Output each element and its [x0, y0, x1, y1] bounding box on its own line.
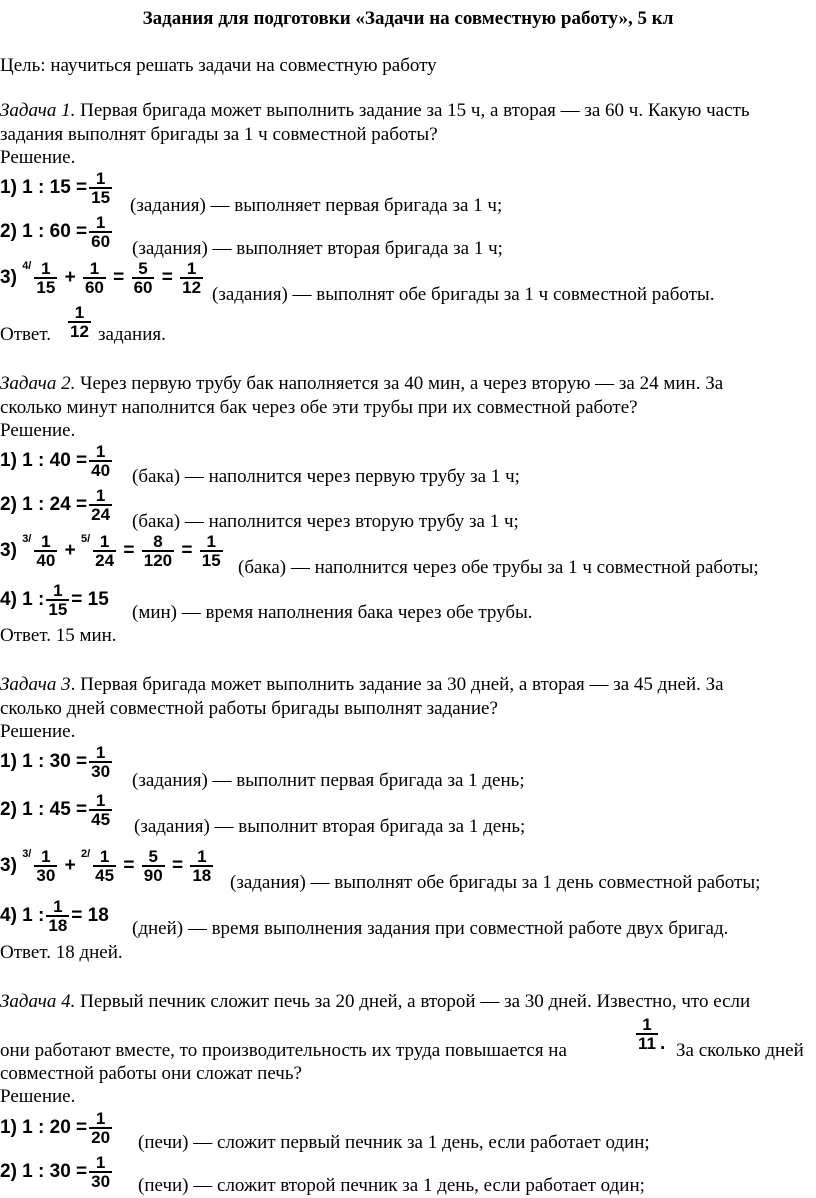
fraction-denominator: 40: [91, 461, 111, 480]
fraction: [89, 214, 112, 250]
answer-label: Ответ.: [0, 324, 51, 345]
fraction: [200, 533, 223, 569]
fraction-denominator: 45: [95, 866, 115, 885]
fraction: [46, 582, 69, 618]
task4-statement-line2a: они работают вместе, то производительность их труда повышается на: [0, 1040, 567, 1061]
fraction-numerator: 1: [190, 848, 213, 867]
task1-step1-desc: (задания) — выполняет первая бригада за 1 ч;: [130, 195, 503, 216]
task4-step1-desc: (печи) — сложит первый печник за 1 день, если работает один;: [138, 1132, 650, 1153]
task1-statement-line2: задания выполнят бригады за 1 ч совместной работы?: [0, 124, 438, 145]
task3-step2-desc: (задания) — выполнит вторая бригада за 1 день;: [134, 816, 526, 837]
task1-step2-desc: (задания) — выполняет вторая бригада за 1 ч;: [132, 238, 503, 259]
task3-statement-line2: сколько дней совместной работы бригады выполнят задание?: [0, 698, 498, 719]
fraction-denominator: 30: [91, 762, 111, 781]
task3-step3: [0, 848, 215, 884]
fraction: [34, 848, 57, 884]
equals-sign: =: [123, 855, 135, 876]
task4-text1: Первый печник сложит печь за 20 дней, а второй — за 30 дней. Известно, что если: [75, 991, 751, 1012]
task2-step1-desc: (бака) — наполнится через первую трубу за 1 ч;: [132, 466, 520, 487]
fraction-numerator: 1: [93, 533, 116, 552]
fraction: [132, 260, 155, 296]
fraction-numerator: 1: [34, 260, 57, 279]
task1-step1: [0, 170, 114, 206]
fraction-numerator: 1: [46, 898, 69, 917]
fraction-denominator: 24: [95, 551, 115, 570]
step-result: = 18: [71, 905, 109, 926]
task4-statement-line3: совместной работы они сложат печь?: [0, 1063, 302, 1084]
step-expression: 4) 1 :: [0, 905, 45, 926]
fraction-denominator: 30: [36, 866, 56, 885]
task4-label: Задача 4.: [0, 991, 76, 1012]
task1-step3-desc: (задания) — выполнят обе бригады за 1 ч совместной работы.: [212, 284, 715, 305]
task2-step3-desc: (бака) — наполнится через обе трубы за 1 ч совместной работы;: [238, 557, 759, 578]
fraction-denominator: 30: [91, 1172, 111, 1191]
fraction: [34, 533, 57, 569]
step-expression: 1) 1 : 20 =: [0, 1117, 88, 1138]
task3-solution-label: Решение.: [0, 721, 76, 742]
fraction-numerator: 1: [68, 304, 91, 323]
fraction: [93, 848, 116, 884]
task1-answer-fraction: [66, 304, 93, 343]
task3-statement-line1: [0, 674, 724, 696]
task3-answer: Ответ. 18 дней.: [0, 942, 123, 963]
task3-step1: [0, 744, 114, 780]
fraction-numerator: 1: [93, 848, 116, 867]
goal-text: Цель: научиться решать задачи на совместную работу: [0, 55, 437, 76]
extra-factor: 3/: [22, 848, 32, 860]
fraction-numerator: 5: [132, 260, 155, 279]
fraction-denominator: 11: [638, 1034, 656, 1053]
task3-step1-desc: (задания) — выполнит первая бригада за 1 день;: [132, 770, 525, 791]
fraction-numerator: 1: [34, 533, 57, 552]
fraction-denominator: 40: [36, 551, 56, 570]
task1-solution-label: Решение.: [0, 147, 76, 168]
task1-statement-line1: [0, 100, 750, 122]
fraction: [93, 533, 116, 569]
task1-step3: [0, 260, 205, 296]
task2-step1: [0, 443, 114, 479]
fraction-numerator: 1: [89, 744, 112, 763]
task4-step2-desc: (печи) — сложит второй печник за 1 день, если работает один;: [138, 1175, 645, 1196]
fraction: [142, 848, 165, 884]
fraction: [83, 260, 106, 296]
fraction-numerator: 1: [180, 260, 203, 279]
equals-sign: =: [113, 267, 125, 288]
fraction: [89, 487, 112, 523]
step-expression: 2) 1 : 60 =: [0, 221, 88, 242]
task3-text1: . Первая бригада может выполнить задание за 30 дней, а вторая — за 45 дней. За: [70, 674, 724, 695]
plus-sign: +: [64, 540, 76, 561]
fraction-numerator: 1: [89, 443, 112, 462]
fraction: [89, 1154, 112, 1190]
fraction: [89, 744, 112, 780]
fraction-denominator: 12: [70, 322, 89, 341]
task1-label: Задача 1.: [0, 100, 76, 121]
step-number: 3): [0, 540, 17, 561]
task2-step2-desc: (бака) — наполнится через вторую трубу за 1 ч;: [132, 511, 519, 532]
extra-factor: 4/: [22, 260, 32, 272]
task3-label: Задача 3: [0, 674, 71, 695]
fraction-numerator: 1: [34, 848, 57, 867]
task2-statement-line2: сколько минут наполнится бак через обе эти трубы при их совместной работе?: [0, 397, 638, 418]
step-expression: 1) 1 : 40 =: [0, 450, 88, 471]
fraction: [89, 443, 112, 479]
fraction-denominator: 90: [143, 866, 163, 885]
task1-text1: Первая бригада может выполнить задание за 15 ч, а вторая — за 60 ч. Какую часть: [75, 100, 750, 121]
fraction-numerator: 1: [636, 1016, 658, 1035]
fraction-denominator: 60: [91, 232, 111, 251]
step-number: 3): [0, 267, 17, 288]
task3-step3-desc: (задания) — выполнят обе бригады за 1 день совместной работы;: [230, 872, 761, 893]
fraction-numerator: 1: [89, 1154, 112, 1173]
step-expression: 1) 1 : 15 =: [0, 177, 88, 198]
step-expression: 2) 1 : 45 =: [0, 799, 88, 820]
fraction-numerator: 1: [89, 792, 112, 811]
fraction-numerator: 1: [46, 582, 69, 601]
task2-statement-line1: [0, 373, 723, 395]
fraction: [46, 898, 69, 934]
fraction-denominator: 60: [133, 278, 153, 297]
fraction-numerator: 1: [89, 170, 112, 189]
fraction-denominator: 18: [48, 916, 68, 935]
page-title: Задания для подготовки «Задачи на совместную работу», 5 кл: [142, 8, 674, 29]
task1-step2: [0, 214, 114, 250]
fraction-numerator: 5: [142, 848, 165, 867]
step-result: = 15: [71, 589, 109, 610]
fraction-denominator: 15: [91, 188, 111, 207]
fraction: [180, 260, 203, 296]
step-expression: 2) 1 : 24 =: [0, 494, 88, 515]
fraction: [89, 1110, 112, 1146]
task4-inline-fraction: [634, 1016, 665, 1055]
fraction-numerator: 1: [83, 260, 106, 279]
task4-step2: [0, 1154, 114, 1190]
fraction-denominator: 60: [84, 278, 104, 297]
task1-answer-post: задания.: [98, 324, 166, 345]
equals-sign: =: [171, 855, 184, 876]
task3-step4: [0, 898, 109, 934]
task2-label: Задача 2.: [0, 373, 76, 394]
plus-sign: +: [64, 855, 76, 876]
step-expression: 4) 1 :: [0, 589, 45, 610]
fraction-denominator: 24: [91, 505, 111, 524]
task2-solution-label: Решение.: [0, 420, 76, 441]
step-expression: 2) 1 : 30 =: [0, 1161, 88, 1182]
step-number: 3): [0, 855, 17, 876]
fraction: [34, 260, 57, 296]
fraction-numerator: 1: [89, 1110, 112, 1129]
task2-step3: [0, 533, 225, 569]
fraction-numerator: 1: [89, 214, 112, 233]
task2-step2: [0, 487, 114, 523]
equals-sign: =: [181, 540, 193, 561]
extra-factor: 5/: [80, 533, 91, 545]
fraction-numerator: 8: [142, 533, 174, 552]
fraction-denominator: 12: [182, 278, 202, 297]
task3-step2: [0, 792, 114, 828]
fraction-denominator: 15: [48, 600, 68, 619]
equals-sign: =: [161, 267, 173, 288]
extra-factor: 2/: [80, 848, 91, 860]
fraction-denominator: 15: [201, 551, 221, 570]
fraction-denominator: 120: [143, 551, 173, 570]
task2-text1: Через первую трубу бак наполняется за 40 мин, а через вторую — за 24 мин. За: [75, 373, 724, 394]
fraction-numerator: 1: [200, 533, 223, 552]
task4-step1: [0, 1110, 114, 1146]
step-expression: 1) 1 : 30 =: [0, 751, 88, 772]
fraction: [142, 533, 174, 569]
task3-step4-desc: (дней) — время выполнения задания при совместной работе двух бригад.: [132, 918, 729, 939]
task4-statement-line2b: За сколько дней: [676, 1040, 804, 1061]
fraction-denominator: 15: [36, 278, 56, 297]
fraction: [89, 170, 112, 206]
task4-solution-label: Решение.: [0, 1086, 76, 1107]
task2-step4: [0, 582, 109, 618]
period: .: [659, 1033, 666, 1054]
fraction-denominator: 20: [91, 1128, 111, 1147]
equals-sign: =: [123, 540, 135, 561]
fraction: [89, 792, 112, 828]
task4-statement-line1: [0, 991, 750, 1013]
fraction: [190, 848, 213, 884]
task2-answer: Ответ. 15 мин.: [0, 625, 117, 646]
extra-factor: 3/: [22, 533, 32, 545]
task2-step4-desc: (мин) — время наполнения бака через обе трубы.: [132, 602, 533, 623]
fraction-denominator: 18: [192, 866, 212, 885]
plus-sign: +: [64, 267, 76, 288]
fraction-numerator: 1: [89, 487, 112, 506]
fraction-denominator: 45: [91, 810, 111, 829]
task1-answer: [0, 324, 51, 346]
